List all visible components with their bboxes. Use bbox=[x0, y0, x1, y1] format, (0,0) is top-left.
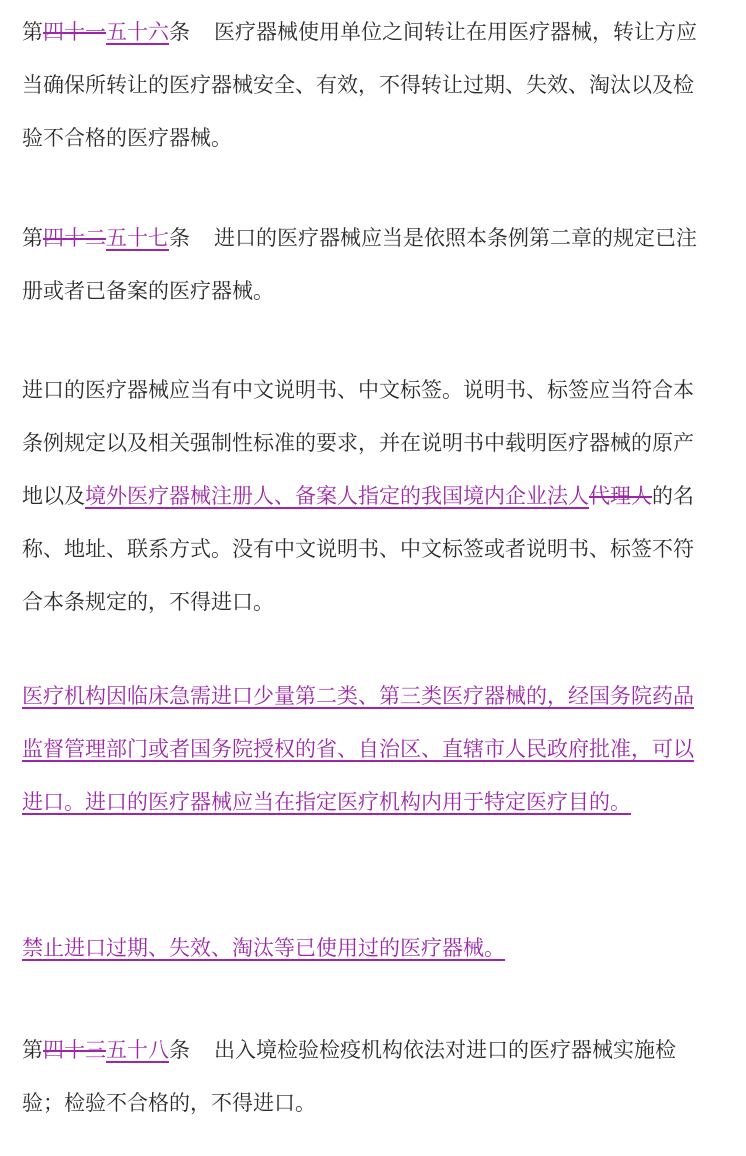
deleted-article-number: 四十二 bbox=[43, 226, 106, 250]
paragraph-text-continued: 的名称、地址、联系方式。没有中文说明书、中文标签或者说明书、标签不符合本条规定的，不得进口。 bbox=[22, 484, 694, 614]
inserted-text: 境外医疗器械注册人、备案人指定的我国境内企业法人 bbox=[85, 484, 589, 508]
inserted-article-number: 五十六 bbox=[106, 20, 169, 44]
article-57 bbox=[22, 212, 712, 318]
prohibit-used-paragraph: 禁止进口过期、失效、淘汰等已使用过的医疗器械。 bbox=[22, 936, 505, 960]
inserted-article-number: 五十七 bbox=[106, 226, 169, 250]
article-56 bbox=[22, 6, 712, 165]
inserted-article-number: 五十八 bbox=[106, 1038, 169, 1062]
article-text: 进口的医疗器械应当是依照本条例第二章的规定已注册或者已备案的医疗器械。 bbox=[22, 226, 697, 303]
deleted-article-number: 四十三 bbox=[43, 1038, 106, 1062]
deleted-article-number: 四十一 bbox=[43, 20, 106, 44]
article-text: 医疗器械使用单位之间转让在用医疗器械，转让方应当确保所转让的医疗器械安全、有效，不得转让过期、失效、淘汰以及检验不合格的医疗器械。 bbox=[22, 20, 697, 150]
article-suffix: 条 bbox=[169, 20, 190, 44]
article-prefix: 第 bbox=[22, 20, 43, 44]
deleted-text: 代理人 bbox=[589, 484, 652, 508]
article-prefix: 第 bbox=[22, 1038, 43, 1062]
label-info-paragraph bbox=[22, 364, 712, 629]
article-suffix: 条 bbox=[169, 226, 190, 250]
article-prefix: 第 bbox=[22, 226, 43, 250]
urgent-import-paragraph: 医疗机构因临床急需进口少量第二类、第三类医疗器械的，经国务院药品监督管理部门或者国务院授权的省、自治区、直辖市人民政府批准，可以进口。进口的医疗器械应当在指定医疗机构内用于特定医疗目的。 bbox=[22, 684, 694, 814]
article-suffix: 条 bbox=[169, 1038, 190, 1062]
article-text: 出入境检验检疫机构依法对进口的医疗器械实施检验；检验不合格的，不得进口。 bbox=[22, 1038, 676, 1115]
paragraph-text: 进口的医疗器械应当有中文说明书、中文标签。说明书、标签应当符合本条例规定以及相关强制性标准的要求，并在说明书中载明医疗器械的原产地以及 bbox=[22, 378, 694, 508]
article-58 bbox=[22, 1024, 712, 1130]
